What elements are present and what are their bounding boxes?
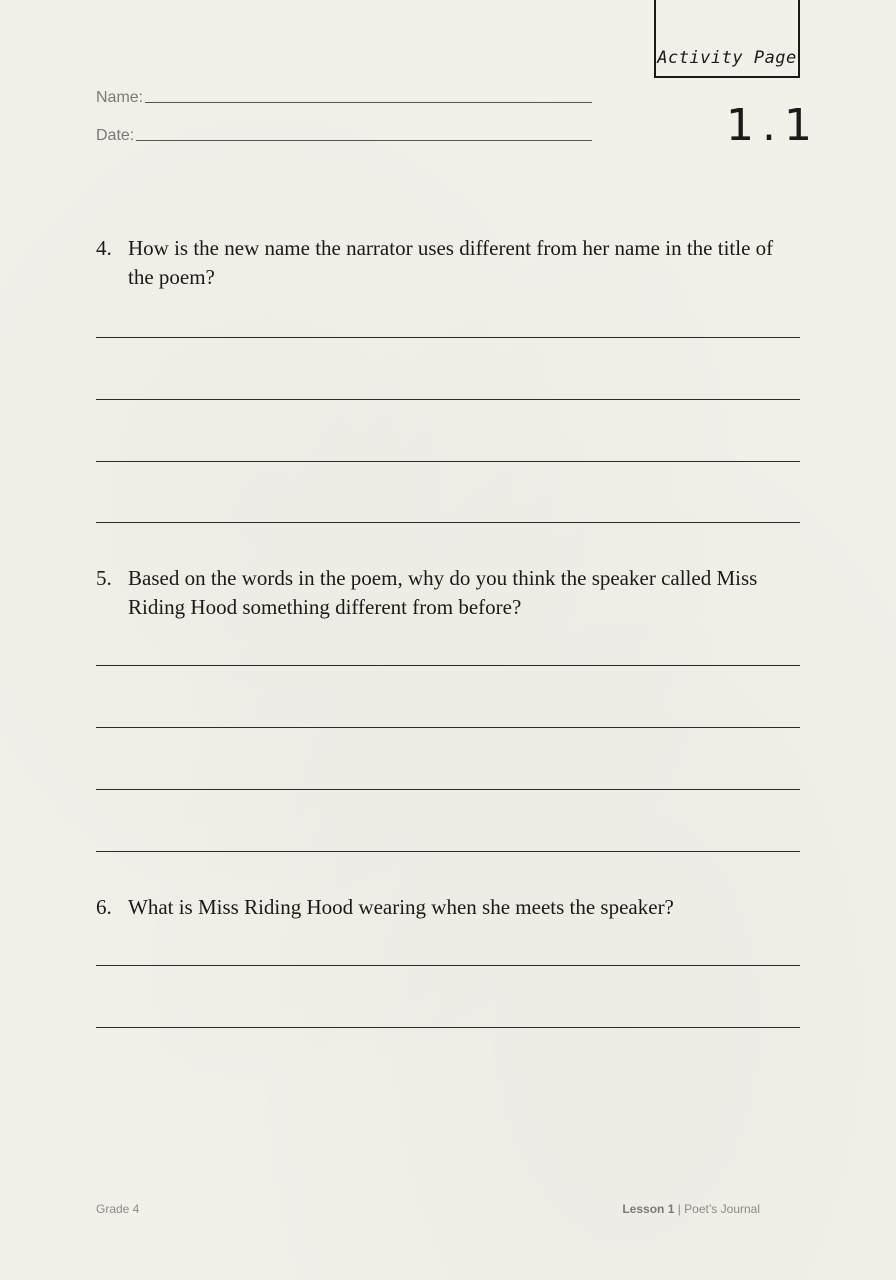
footer-lesson-info bbox=[622, 1202, 760, 1216]
question-5 bbox=[96, 564, 796, 622]
date-write-line[interactable] bbox=[136, 139, 592, 141]
question-text: Based on the words in the poem, why do you think the speaker called Miss Riding Hood something different from before? bbox=[128, 566, 758, 619]
question-number: 6. bbox=[96, 895, 112, 919]
activity-page-number: 1.1 bbox=[726, 100, 820, 151]
answer-line-q4-2[interactable] bbox=[96, 399, 800, 400]
question-text: How is the new name the narrator uses different from her name in the title of the poem? bbox=[128, 236, 774, 289]
name-label: Name: bbox=[96, 89, 144, 106]
answer-line-q4-4[interactable] bbox=[96, 522, 800, 523]
answer-line-q5-2[interactable] bbox=[96, 727, 800, 728]
activity-page-label: Activity Page bbox=[657, 48, 797, 68]
answer-line-q5-1[interactable] bbox=[96, 665, 800, 666]
footer-grade: Grade 4 bbox=[96, 1202, 140, 1216]
date-label: Date: bbox=[96, 127, 135, 144]
footer-book: Poet’s Journal bbox=[684, 1202, 760, 1216]
name-write-line[interactable] bbox=[145, 101, 592, 103]
answer-line-q5-3[interactable] bbox=[96, 789, 800, 790]
footer-lesson: Lesson 1 bbox=[622, 1202, 675, 1216]
name-field[interactable] bbox=[96, 89, 592, 107]
question-4 bbox=[96, 234, 796, 292]
answer-line-q4-1[interactable] bbox=[96, 337, 800, 338]
question-number: 4. bbox=[96, 236, 112, 260]
answer-line-q6-1[interactable] bbox=[96, 965, 800, 966]
question-6 bbox=[96, 893, 796, 922]
date-field[interactable] bbox=[96, 127, 592, 145]
answer-line-q6-2[interactable] bbox=[96, 1027, 800, 1028]
answer-line-q5-4[interactable] bbox=[96, 851, 800, 852]
answer-line-q4-3[interactable] bbox=[96, 461, 800, 462]
question-number: 5. bbox=[96, 566, 112, 590]
question-text: What is Miss Riding Hood wearing when she meets the speaker? bbox=[128, 895, 674, 919]
footer-separator: | bbox=[674, 1202, 685, 1216]
activity-page-box bbox=[654, 0, 800, 78]
